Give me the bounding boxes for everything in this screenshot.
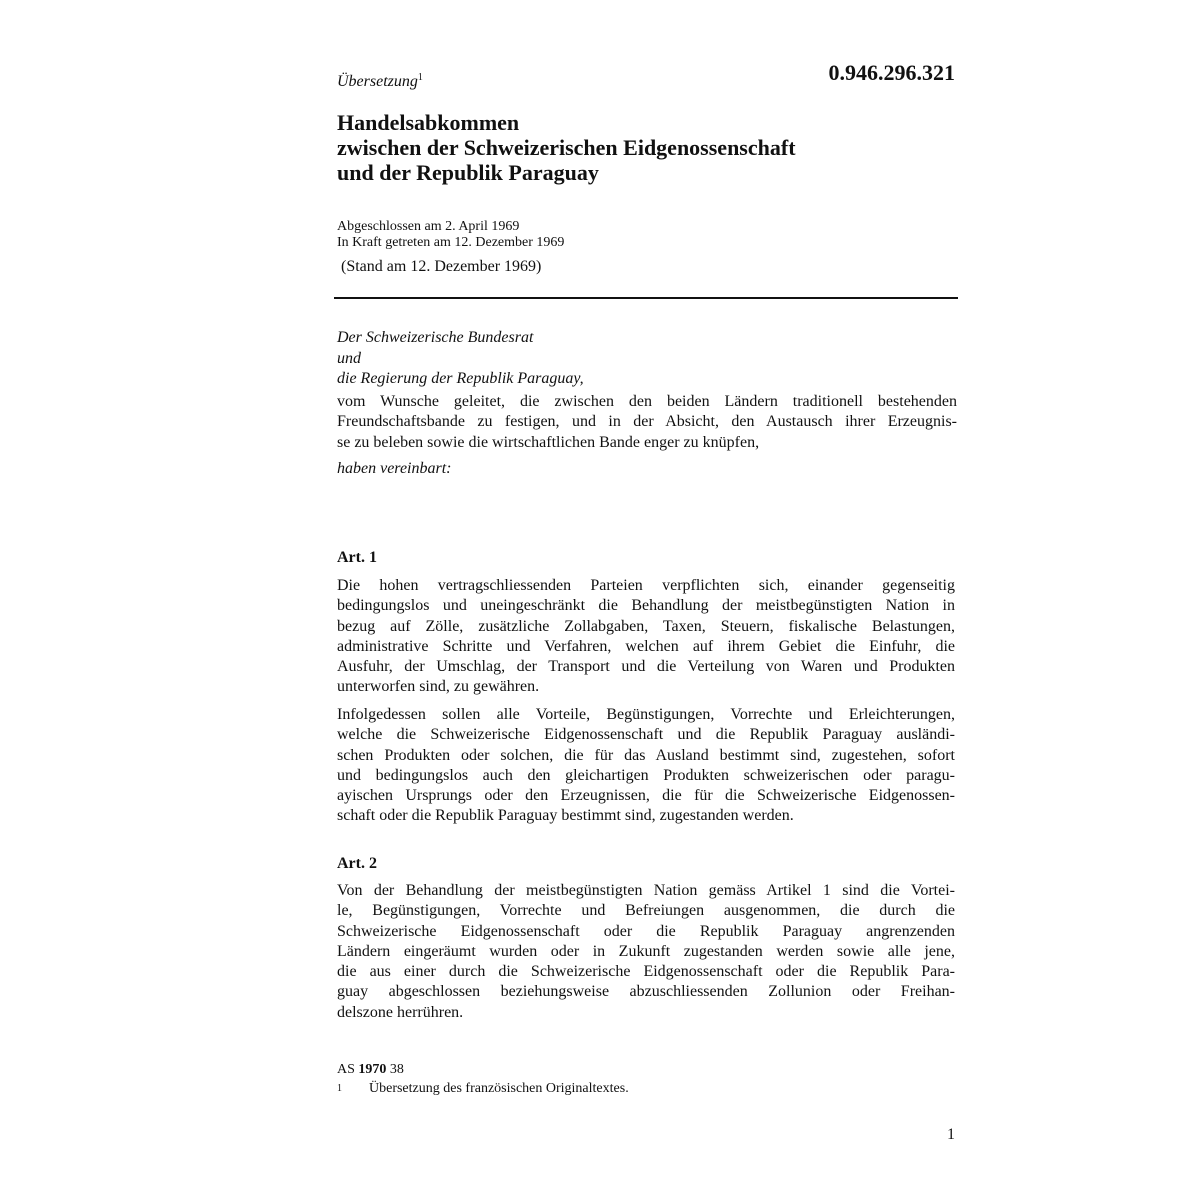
paragraph-line: und bedingungslos auch den gleichartigen Produkten schweizerischen oder paragu- [337,766,955,784]
preamble-and: und [337,349,361,367]
paragraph-line: guay abgeschlossen beziehungsweise abzuschliessenden Zollunion oder Freihan- [337,983,955,1001]
document-meta [337,219,564,251]
paragraph-line: unterworfen sind, zu gewähren. [337,678,540,696]
paragraph-line: welche die Schweizerische Eidgenossenschaft und die Republik Paraguay ausländi- [337,726,955,744]
footnote-text: Übersetzung des französischen Originaltextes. [369,1081,629,1096]
preamble-party-2: die Regierung der Republik Paraguay, [337,370,584,387]
paragraph-line: Schweizerische Eidgenossenschaft oder die Republik Paraguay angrenzenden [337,922,955,940]
paragraph-line: Ländern eingeräumt wurden oder in Zukunft zugestanden werden sowie alle jene, [337,942,955,960]
article-2-heading: Art. 2 [337,855,377,872]
title-line-1: Handelsabkommen [337,110,520,135]
translation-label-text: Übersetzung [337,73,418,90]
footnote-mark: 1 [337,1083,342,1094]
footnote-1 [337,1079,629,1098]
paragraph-line: schen Produkten oder solchen, die für das Ausland bestimmt sind, zugestehen, sofort [337,746,955,764]
recital-line: vom Wunsche geleitet, die zwischen den beiden Ländern traditionell bestehenden [337,392,957,410]
preamble-party-1: Der Schweizerische Bundesrat [337,329,534,346]
as-page: 38 [389,1062,404,1077]
sr-number: 0.946.296.321 [828,60,955,85]
paragraph-line: bezug auf Zölle, zusätzliche Zollabgaben, Taxen, Steuern, fiskalische Belastungen, [337,617,955,635]
paragraph-line: Ausfuhr, der Umschlag, der Transport und die Verteilung von Waren und Produkten [337,658,955,676]
translation-label [337,72,423,91]
in-force-date: In Kraft getreten am 12. Dezember 1969 [337,235,565,250]
article-1-heading: Art. 1 [337,549,377,566]
concluded-date: Abgeschlossen am 2. April 1969 [337,219,520,234]
paragraph-line: ayischen Ursprungs oder den Erzeugnissen, die für die Schweizerische Eidgenossen- [337,787,955,805]
footnotes [337,1060,629,1098]
recital-line: Freundschaftsbande zu festigen, und in der Absicht, den Austausch ihrer Erzeugnis- [337,413,957,430]
preamble [337,328,957,480]
header-divider [334,297,958,299]
article-1-paragraph-2 [337,705,955,827]
paragraph-line: Die hohen vertragschliessenden Parteien verpflichten sich, einander gegenseitig [337,577,955,594]
recital-line: se zu beleben sowie die wirtschaftlichen Bande enger zu knüpfen, [337,433,760,451]
paragraph-line: schaft oder die Republik Paraguay bestimmt sind, zugestanden werden. [337,807,794,825]
official-collection-ref [337,1060,629,1079]
title-line-2: zwischen der Schweizerischen Eidgenossenschaft [337,135,796,160]
preamble-agreed: haben vereinbart: [337,460,452,477]
preamble-recital [337,392,957,454]
paragraph-line: le, Begünstigungen, Vorrechte und Befreiungen ausgenommen, die durch die [337,902,955,920]
page-number: 1 [947,1126,955,1143]
paragraph-line: delszone herrühren. [337,1003,464,1021]
document-title [337,110,957,185]
paragraph-line: Infolgedessen sollen alle Vorteile, Begünstigungen, Vorrechte und Erleichterungen, [337,706,955,723]
footnote-ref[interactable]: 1 [417,72,423,83]
paragraph-line: bedingungslos und uneingeschränkt die Behandlung der meistbegünstigten Nation in [337,597,955,615]
status-date: (Stand am 12. Dezember 1969) [341,258,542,275]
paragraph-line: Von der Behandlung der meistbegünstigten Nation gemäss Artikel 1 sind die Vortei- [337,882,955,899]
article-1-paragraph-1 [337,576,955,698]
article-2-paragraph-1 [337,881,955,1023]
as-prefix: AS [337,1062,355,1077]
paragraph-line: administrative Schritte und Verfahren, welchen auf ihrem Gebiet die Einfuhr, die [337,637,955,655]
paragraph-line: die aus einer durch die Schweizerische Eidgenossenschaft oder die Republik Para- [337,963,955,981]
title-line-3: und der Republik Paraguay [337,160,599,185]
as-year: 1970 [358,1062,387,1077]
